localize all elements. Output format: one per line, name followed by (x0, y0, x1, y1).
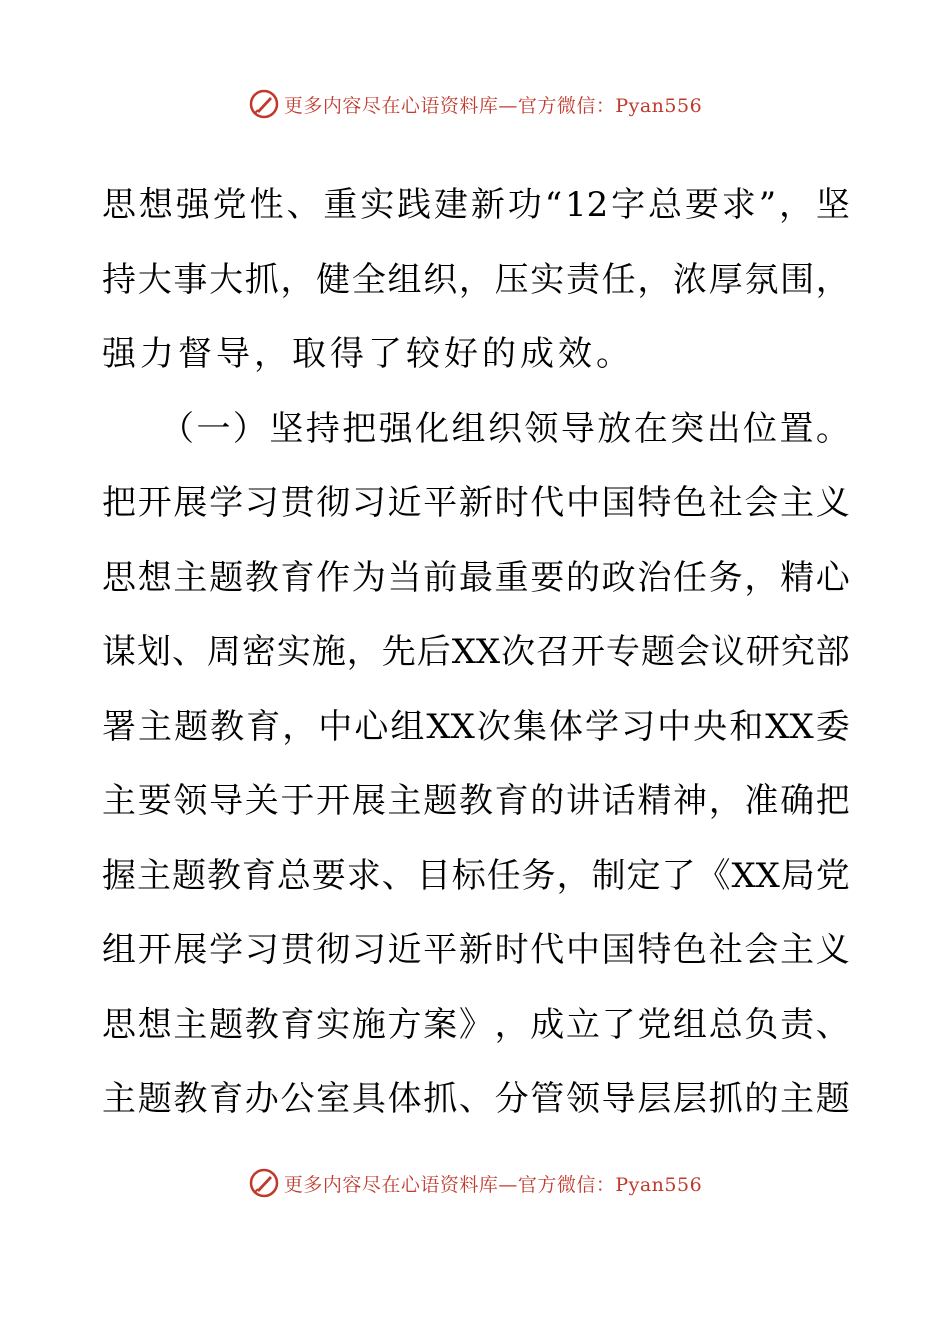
watermark-text: 更多内容尽在心语资料库—官方微信：Pyan556 (283, 94, 703, 117)
watermark-banner-bottom (0, 1163, 950, 1203)
quill-logo-icon (248, 88, 280, 120)
text-line: 谋 划 、 周 密 实 施 ， 先 后 XX 次 召 开 专 题 会 议 研 究 部 (102, 632, 850, 672)
text-line: 主 要 领 导 关 于 开 展 主 题 教 育 的 讲 话 精 神 ， 准 确 把 (102, 781, 850, 821)
text-line: 主 题 教 育 办 公 室 具 体 抓 、 分 管 领 导 层 层 抓 的 主 题 (102, 1079, 850, 1119)
text-line: 思 想 主 题 教 育 实 施 方 案 》 ， 成 立 了 党 组 总 负 责 、 (102, 1004, 850, 1045)
text-line: 把 开 展 学 习 贯 彻 习 近 平 新 时 代 中 国 特 色 社 会 主 义 (102, 483, 850, 523)
text-line: 组 开 展 学 习 贯 彻 习 近 平 新 时 代 中 国 特 色 社 会 主 义 (102, 930, 850, 970)
text-line: 强力督导，取得了较好的成效。 (102, 334, 634, 374)
text-line: 握 主 题 教 育 总 要 求 、 目 标 任 务 ， 制 定 了 《 XX 局 党 (102, 855, 850, 896)
watermark-text: 更多内容尽在心语资料库—官方微信：Pyan556 (283, 1173, 703, 1196)
text-line: 思 想 主 题 教 育 作 为 当 前 最 重 要 的 政 治 任 务 ， 精 心 (102, 557, 850, 598)
document-body (102, 168, 850, 1137)
text-line: 署 主 题 教 育 ， 中 心 组 XX 次 集 体 学 习 中 央 和 XX 委 (102, 706, 850, 747)
quill-logo-icon (248, 1167, 280, 1199)
text-line: 思 想 强 党 性 、 重 实 践 建 新 功 “ 12 字 总 要 求 ” ， 坚 (102, 185, 850, 225)
watermark-banner-top (0, 84, 950, 124)
text-line: 持 大 事 大 抓 ， 健 全 组 织 ， 压 实 责 任 ， 浓 厚 氛 围 ， (102, 259, 850, 300)
section-heading: （ 一 ） 坚 持 把 强 化 组 织 领 导 放 在 突 出 位 置 。 (160, 408, 850, 449)
